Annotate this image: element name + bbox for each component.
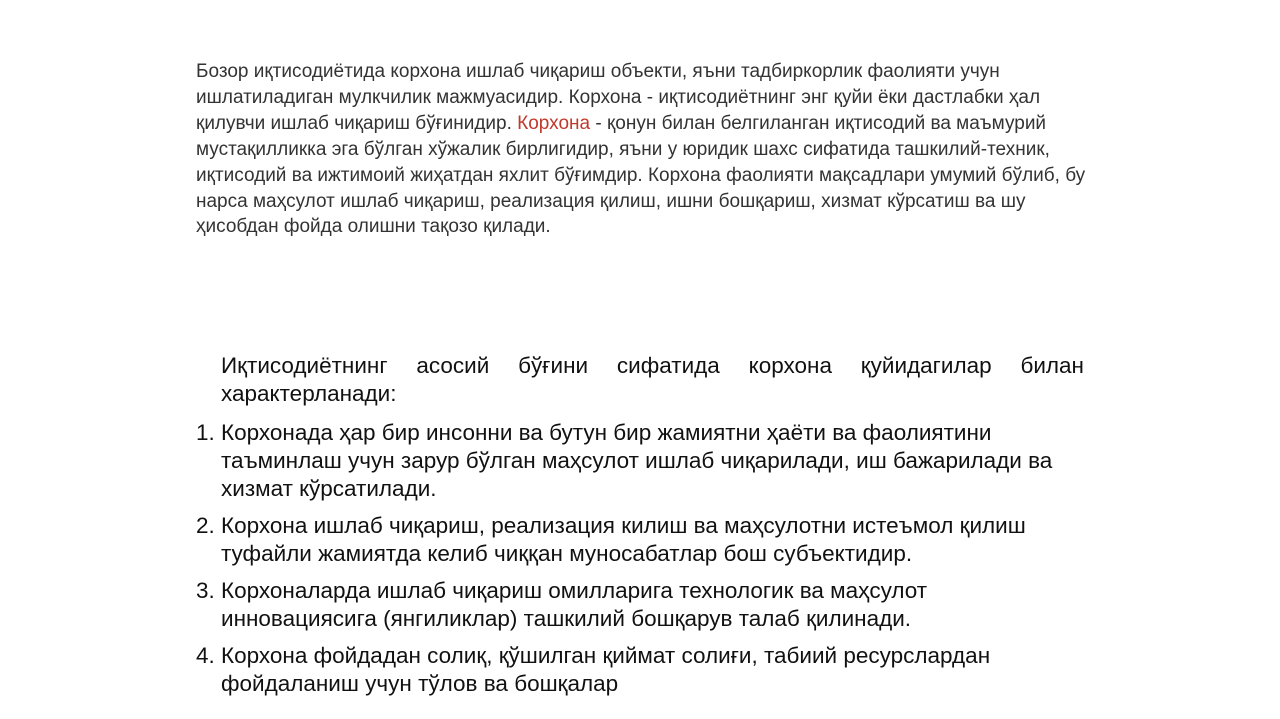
- paragraph-highlight-term: Корхона: [517, 112, 591, 134]
- characteristics-intro: Иқтисодиётнинг асосий бўғини сифатида корхона қуйидагилар билан характерланади:: [221, 353, 1084, 406]
- list-item-number: 1.: [196, 420, 215, 445]
- list-item: [196, 642, 1084, 698]
- list-item-text: Корхоналарда ишлаб чиқариш омилларига технологик ва маҳсулот инновациясига (янгиликлар) ташкилий бошқарув талаб қилинади.: [221, 578, 928, 631]
- list-item-text: Корхонада ҳар бир инсонни ва бутун бир жамиятни ҳаёти ва фаолиятини таъминлаш учун зарур бўлган маҳсулот ишлаб чиқарилади, иш бажарилади ва хизмат кўрсатилади.: [221, 420, 1053, 501]
- list-item-number: 3.: [196, 578, 215, 603]
- list-item-number: 2.: [196, 513, 215, 538]
- paragraph-rest-text: - қонун билан белгиланган иқтисодий ва маъмурий мустақилликка эга бўлган хўжалик бирлигидир, яъни у юридик шахс сифатида ташкилий-техник, иқтисодий ва ижтимоий жиҳатдан яхлит бўғимдир. Корхона фаолияти мақсадлари умумий бўлиб, бу нарса маҳсулот ишлаб чиқариш, реализация қилиш, ишни бошқариш, хизмат кўрсатиш ва шу ҳисобдан фойда олишни тақозо қилади.: [196, 112, 1086, 238]
- list-item: [196, 577, 1084, 633]
- list-item-number: 4.: [196, 643, 215, 668]
- list-item: [196, 512, 1084, 568]
- list-item-text: Корхона ишлаб чиқариш, реализация килиш ва маҳсулотни истеъмол қилиш туфайли жамиятда келиб чиққан муносабатлар бош субъектидир.: [221, 513, 1026, 566]
- paragraph-lead-text: Бозор иқтисодиётида корхона ишлаб чиқариш объекти, яъни тадбиркорлик фаолияти учун ишлатиладиган мулкчилик мажмуасидир. Корхона - иқтисодиётнинг энг қуйи ёки дастлабки ҳал қилувчи ишлаб чиқариш бўғинидир.: [196, 61, 1041, 134]
- list-item-text: Корхона фойдадан солиқ, қўшилган қиймат солиғи, табиий ресурслардан фойдаланиш учун тўлов ва бошқалар: [221, 643, 991, 696]
- characteristics-section: [196, 352, 1084, 707]
- characteristics-list: [196, 419, 1084, 698]
- definition-paragraph: [196, 59, 1096, 240]
- list-item: [196, 419, 1084, 503]
